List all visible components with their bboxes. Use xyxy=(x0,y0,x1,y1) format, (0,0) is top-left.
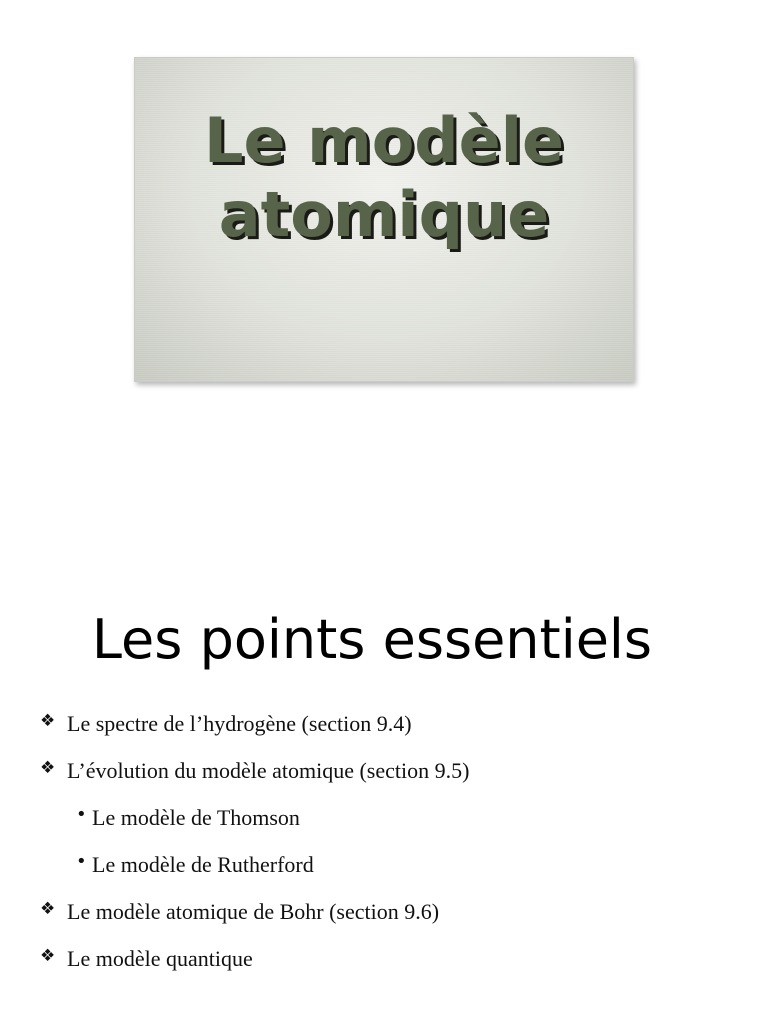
bullet-item xyxy=(40,706,469,753)
diamond-bullet-icon: ❖ xyxy=(40,758,56,778)
title-slide xyxy=(134,57,634,382)
bullet-text: Le modèle de Thomson xyxy=(92,805,300,830)
dot-bullet-icon: • xyxy=(76,804,87,825)
diamond-bullet-icon: ❖ xyxy=(40,711,56,731)
bullet-item xyxy=(40,941,469,988)
slide-title xyxy=(135,104,633,252)
slide-title-line-2: atomique xyxy=(218,178,550,251)
bullet-list xyxy=(40,706,469,988)
diamond-bullet-icon: ❖ xyxy=(40,946,56,966)
bullet-item xyxy=(40,894,469,941)
section-heading: Les points essentiels xyxy=(91,608,653,671)
bullet-text: Le modèle atomique de Bohr (section 9.6) xyxy=(67,899,440,924)
sub-bullet-item xyxy=(40,800,469,847)
slide-title-line-1: Le modèle xyxy=(203,104,565,177)
bullet-text: Le modèle quantique xyxy=(67,946,253,971)
sub-bullet-item xyxy=(40,847,469,894)
bullet-text: Le modèle de Rutherford xyxy=(92,852,314,877)
diamond-bullet-icon: ❖ xyxy=(40,899,56,919)
bullet-item xyxy=(40,753,469,800)
dot-bullet-icon: • xyxy=(76,851,87,872)
bullet-text: Le spectre de l’hydrogène (section 9.4) xyxy=(67,711,412,736)
bullet-text: L’évolution du modèle atomique (section 9.5) xyxy=(67,758,470,783)
